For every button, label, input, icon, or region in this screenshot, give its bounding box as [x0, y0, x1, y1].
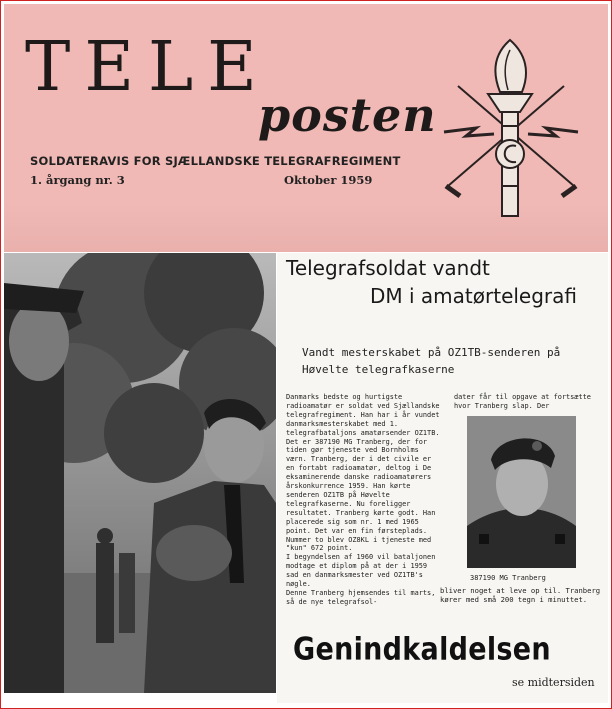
teaser-headline: Genindkaldelsen: [293, 632, 551, 668]
issue-date: Oktober 1959: [284, 173, 373, 187]
article-column-2-bottom: bliver noget at leve op til. Tranberg kører med små 200 tegn i minuttet.: [440, 586, 601, 604]
portrait-photo-tranberg: [467, 416, 576, 568]
portrait-caption: 387190 MG Tranberg: [470, 574, 546, 582]
masthead-script-title: posten: [258, 88, 437, 142]
article-column-2-top: dater får til opgave at fortsætte hvor Tranberg slap. Der: [454, 393, 591, 410]
masthead-subtitle: SOLDATERAVIS FOR SJÆLLANDSKE TELEGRAFREGIMENT: [30, 154, 401, 168]
teaser-pointer: se midtersiden: [512, 676, 595, 689]
article-deck: Vandt mesterskabet på OZ1TB-senderen på Høvelte telegrafkaserne: [302, 346, 561, 376]
article-headline-line2: DM i amatørtelegrafi: [370, 284, 578, 308]
issue-number: 1. årgang nr. 3: [30, 173, 125, 187]
masthead-title: TELE: [25, 28, 271, 107]
article-headline-line1: Telegrafsoldat vandt: [286, 256, 490, 280]
article-column-1: Danmarks bedste og hurtigste radioamatør er soldat ved Sjællandske telegrafregiment. Han har i år vundet danmarksmesterskabet med 1. telegrafbataljons amatørsender OZ1TB. Det er 387190 MG Tranberg, der for tiden gør tjeneste ved Bornholms værn. Tranberg, der i det civile er en fortabt radioamatør, deltog i De eksaminerende danske radioamatørers årskonkurrence 1959. Han kørte senderen OZ1TB på Høvelte telegrafkaserne. Nu foreligger resultatet. Tranberg kørte godt. Han placerede sig som nr. 1 med 1965 point. Det var en fin førsteplads. Nummer to blev OZ8KL i tjeneste med "kun" 672 point. I begyndelsen af 1960 vil bataljonen modtage et diplom på at der i 1959 sad en danmarksmester ved OZ1TB's nøgle. Denne Tranberg hjemsendes til marts, så de nye telegrafsol-: [286, 393, 440, 606]
regiment-emblem-icon: [436, 36, 586, 220]
photo-soldiers-outdoor: [4, 253, 276, 693]
